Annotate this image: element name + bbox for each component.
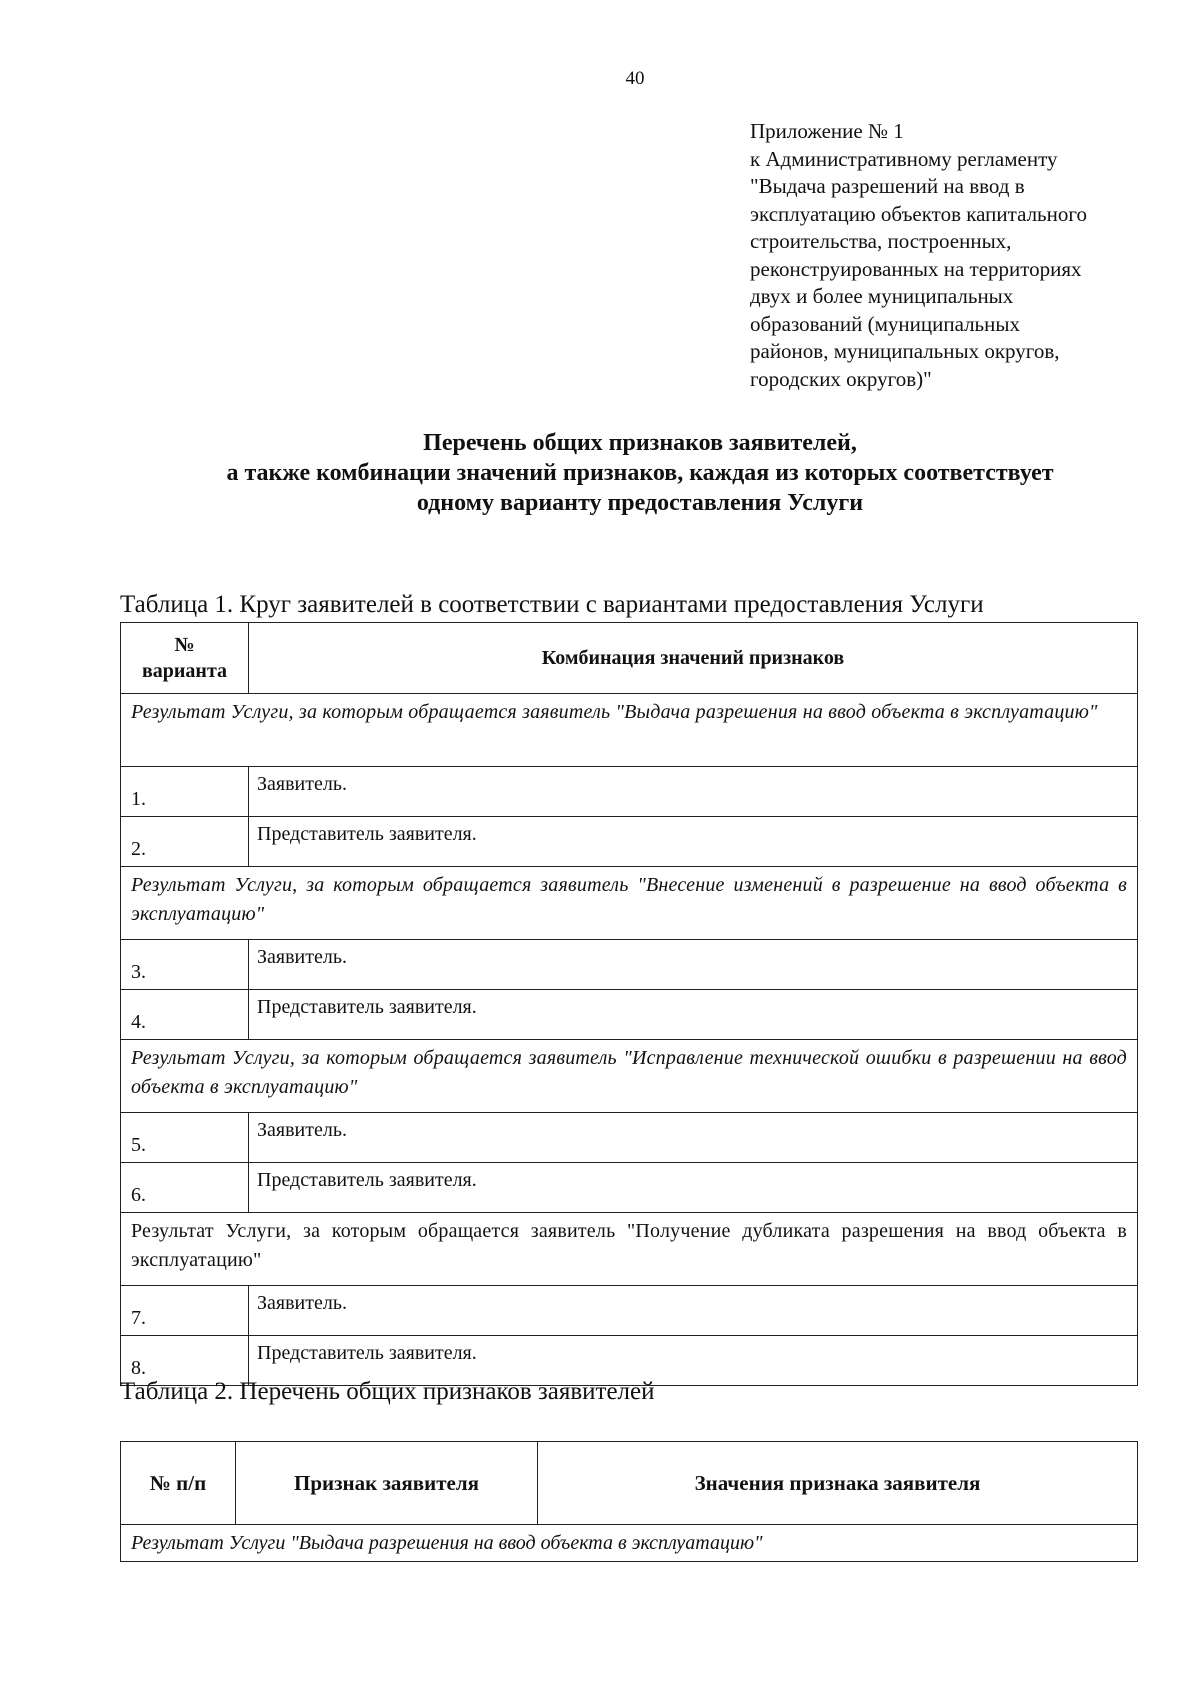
appendix-line: городских округов)" [750,366,932,391]
header-attribute: Признак заявителя [236,1442,538,1525]
table-row [121,940,1138,990]
group-row [121,1040,1138,1113]
appendix-line: строительства, построенных, [750,229,1012,253]
header-row-number: № п/п [121,1442,236,1525]
appendix-line: районов, муниципальных округов, [750,339,1060,363]
header-variant-number: № варианта [121,623,249,694]
table-row [121,990,1138,1040]
group-title: Результат Услуги, за которым обращается заявитель "Исправление технической ошибки в разрешении на ввод объекта в эксплуатацию" [121,1040,1138,1113]
table-row [121,1163,1138,1213]
variant-number: 1. [121,767,249,817]
table-header-row [121,1442,1138,1525]
table-row [121,817,1138,867]
page-number: 40 [625,68,645,89]
title-line-3: одному варианту предоставления Услуги [416,490,864,516]
variant-number: 6. [121,1163,249,1213]
appendix-line: двух и более муниципальных [750,284,1014,308]
variant-number: 2. [121,817,249,867]
variant-value: Заявитель. [249,940,1138,990]
appendix-line: к Административному регламенту [750,146,1058,171]
group-row [121,694,1138,767]
title-line-2: а также комбинации значений признаков, каждая из которых соответствует [226,460,1054,486]
appendix-line: эксплуатацию объектов капитального [750,201,1087,226]
variant-value: Представитель заявителя. [249,1336,1138,1386]
group-row [121,1213,1138,1286]
appendix-line: образований (муниципальных [750,311,1020,336]
group-title: Результат Услуги, за которым обращается заявитель "Получение дубликата разрешения на ввод объекта в эксплуатацию" [121,1213,1138,1286]
appendix-note [750,118,1170,393]
header-attribute-values: Значения признака заявителя [538,1442,1138,1525]
group-title: Результат Услуги "Выдача разрешения на ввод объекта в эксплуатацию" [121,1525,1138,1562]
variant-value: Представитель заявителя. [249,817,1138,867]
table2-caption: Таблица 2. Перечень общих признаков заявителей [120,1378,655,1405]
applicant-attributes-table [120,1441,1138,1562]
table-row [121,1286,1138,1336]
variant-number: 8. [121,1336,249,1386]
group-row [121,867,1138,940]
appendix-line: реконструированных на территориях [750,256,1082,281]
group-row [121,1525,1138,1562]
variant-number: 3. [121,940,249,990]
document-title [118,428,1162,518]
table-header-row [121,623,1138,694]
variant-number: 4. [121,990,249,1040]
variant-number: 7. [121,1286,249,1336]
variant-number: 5. [121,1113,249,1163]
variant-value: Представитель заявителя. [249,1163,1138,1213]
table1-caption: Таблица 1. Круг заявителей в соответствии с вариантами предоставления Услуги [120,591,984,618]
header-combination: Комбинация значений признаков [249,623,1138,694]
table-row [121,1113,1138,1163]
group-title: Результат Услуги, за которым обращается заявитель "Внесение изменений в разрешение на ввод объекта в эксплуатацию" [121,867,1138,940]
appendix-line: "Выдача разрешений на ввод в [750,174,1025,198]
group-title: Результат Услуги, за которым обращается заявитель "Выдача разрешения на ввод объекта в эксплуатацию" [121,694,1138,767]
table-row [121,767,1138,817]
appendix-line: Приложение № 1 [750,119,904,143]
variant-value: Представитель заявителя. [249,990,1138,1040]
applicants-variants-table [120,622,1138,1386]
variant-value: Заявитель. [249,767,1138,817]
variant-value: Заявитель. [249,1286,1138,1336]
title-line-1: Перечень общих признаков заявителей, [423,430,857,456]
variant-value: Заявитель. [249,1113,1138,1163]
